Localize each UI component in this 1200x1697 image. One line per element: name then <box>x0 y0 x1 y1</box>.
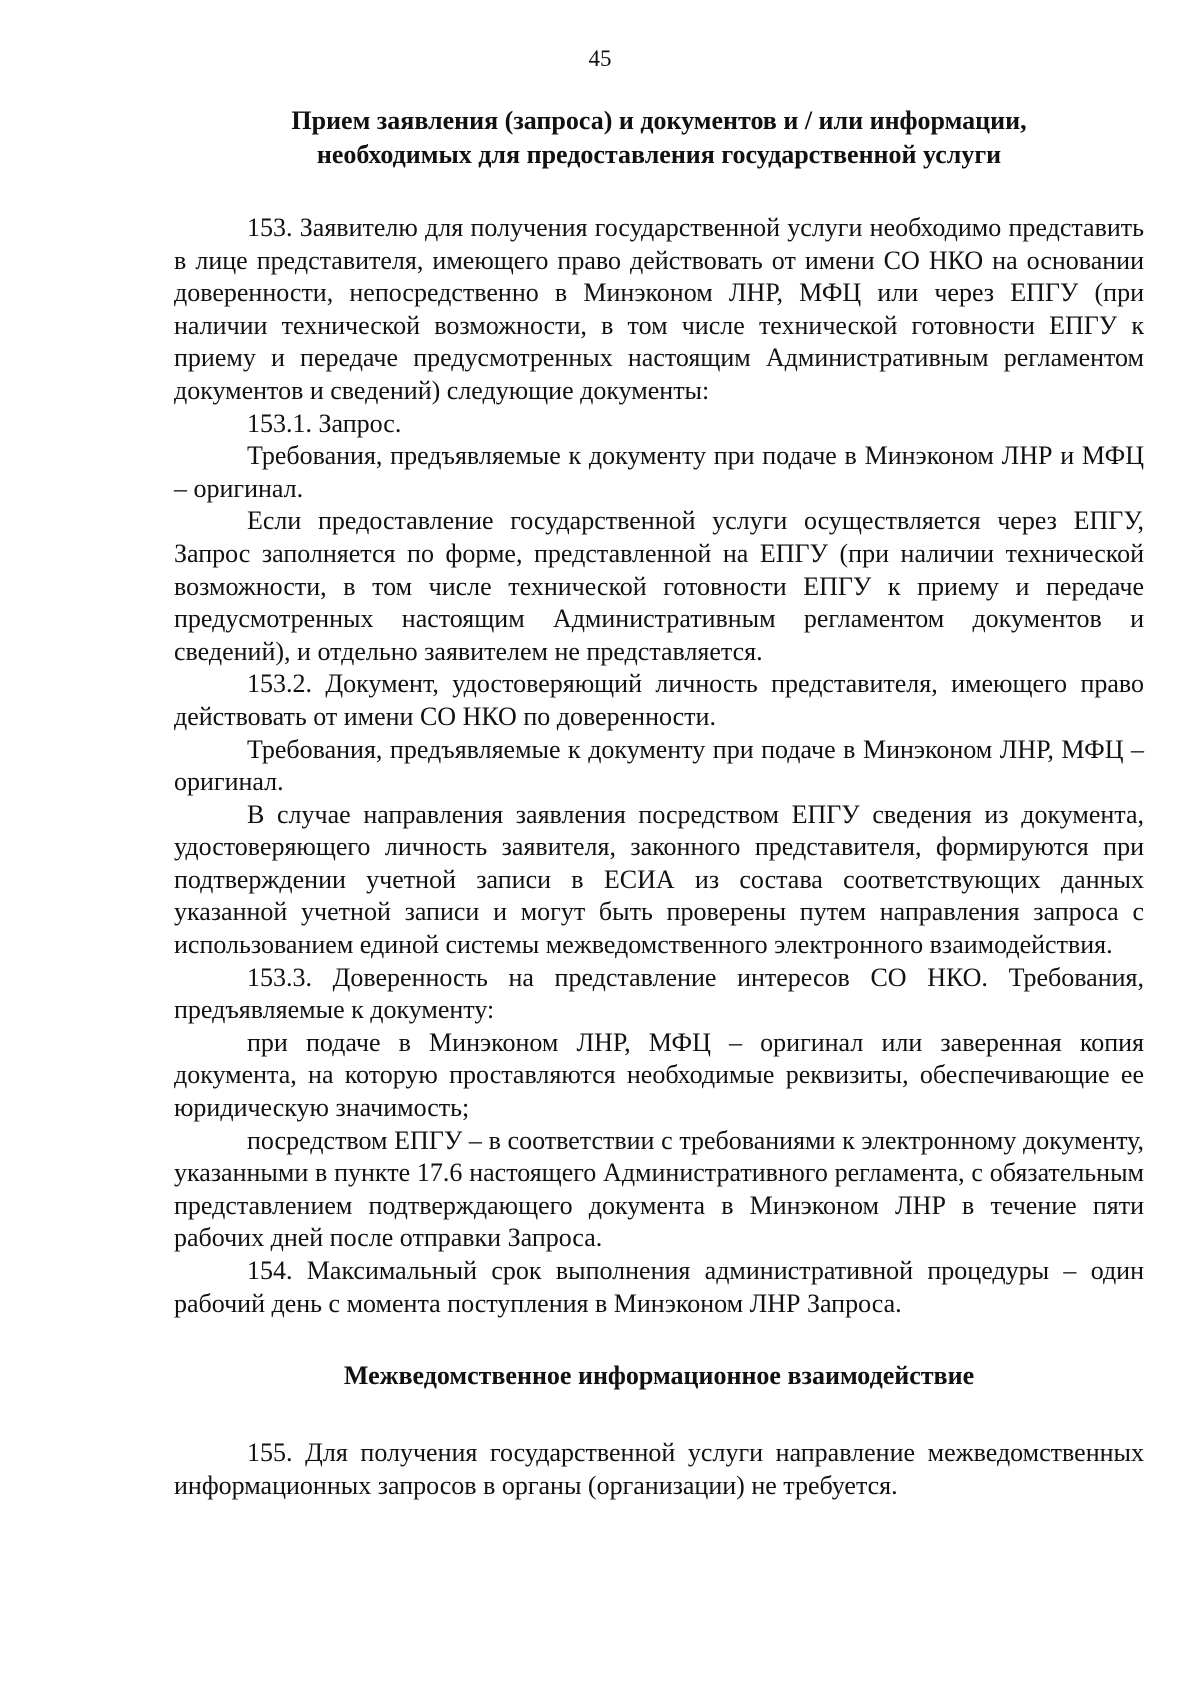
document-body <box>174 104 1144 1502</box>
section-heading-interagency: Межведомственное информационное взаимодействие <box>343 1361 975 1391</box>
paragraph-154: 154. Максимальный срок выполнения административной процедуры – один рабочий день с момента поступления в Минэконом ЛНР Запроса. <box>174 1256 1144 1318</box>
paragraph-153-3-epgu: посредством ЕПГУ – в соответствии с требованиями к электронному документу, указанными в пункте 17.6 настоящего Административного регламента, с обязательным представлением подтверждающего документа в Минэконом ЛНР в течение пяти рабочих дней после отправки Запроса. <box>174 1125 1144 1253</box>
paragraph-155: 155. Для получения государственной услуги направление межведомственных информационных запросов в органы (организации) не требуется. <box>174 1438 1144 1500</box>
paragraph-153: 153. Заявителю для получения государственной услуги необходимо представить в лице представителя, имеющего право действовать от имени СО НКО на основании доверенности, непосредственно в Минэконом ЛНР, МФЦ или через ЕПГУ (при наличии технической возможности, в том числе технической готовности ЕПГУ к приему и передаче предусмотренных настоящим Административным регламентом документов и сведений) следующие документы: <box>174 213 1144 405</box>
paragraph-153-2-requirements: Требования, предъявляемые к документу при подаче в Минэконом ЛНР, МФЦ – оригинал. <box>174 734 1144 797</box>
paragraph-153-2: 153.2. Документ, удостоверяющий личность представителя, имеющего право действовать от имени СО НКО по доверенности. <box>174 669 1144 731</box>
paragraph-153-1-epgu: Если предоставление государственной услуги осуществляется через ЕПГУ, Запрос заполняется по форме, представленной на ЕПГУ (при наличии технической возможности, в том числе технической готовности ЕПГУ к приему и передаче предусмотренных настоящим Административным регламентом документов и сведений), и отдельно заявителем не представляется. <box>174 506 1144 666</box>
section-heading-line-1: Прием заявления (запроса) и документов и / или информации, <box>291 106 1027 135</box>
paragraph-153-1-requirements: Требования, предъявляемые к документу при подаче в Минэконом ЛНР и МФЦ – оригинал. <box>174 441 1144 503</box>
section-heading-reception <box>174 104 1144 172</box>
section-heading-line-2: необходимых для предоставления государственной услуги <box>316 140 1002 169</box>
paragraph-153-1: 153.1. Запрос. <box>247 408 402 438</box>
paragraph-153-2-epgu: В случае направления заявления посредством ЕПГУ сведения из документа, удостоверяющего личность заявителя, законного представителя, формируются при подтверждении учетной записи в ЕСИА из состава соответствующих данных указанной учетной записи и могут быть проверены путем направления запроса с использованием единой системы межведомственного электронного взаимодействия. <box>174 799 1144 960</box>
paragraph-153-3-office: при подаче в Минэконом ЛНР, МФЦ – оригинал или заверенная копия документа, на которую проставляются необходимые реквизиты, обеспечивающие ее юридическую значимость; <box>174 1027 1144 1123</box>
paragraph-153-3: 153.3. Доверенность на представление интересов СО НКО. Требования, предъявляемые к документу: <box>174 962 1144 1025</box>
page-number: 45 <box>588 46 612 71</box>
